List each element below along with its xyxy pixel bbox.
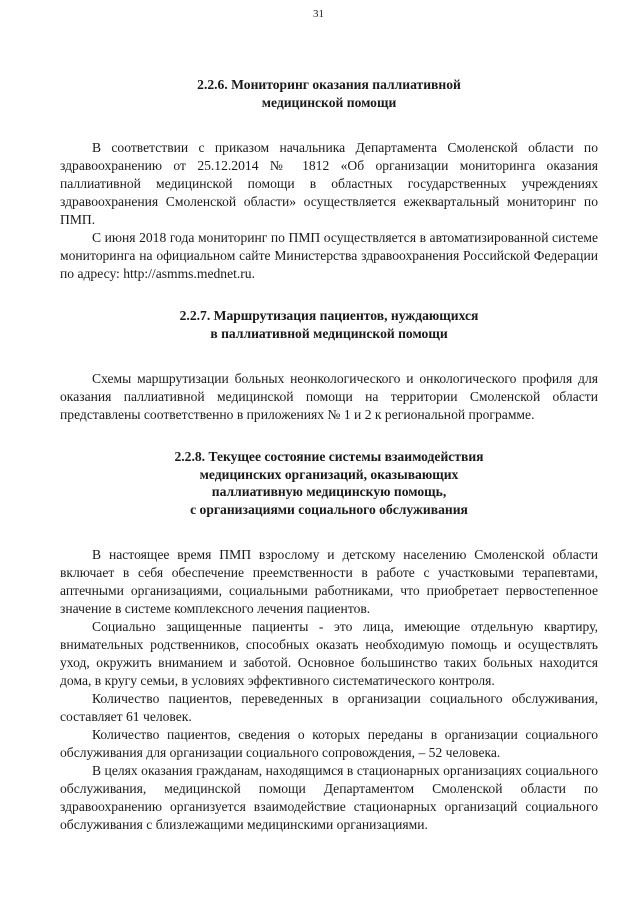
paragraph: Количество пациентов, сведения о которых переданы в организации социального обслуживания для организации социального сопровождения, – 52 человека. (60, 727, 598, 760)
paragraph: Схемы маршрутизации больных неонкологического и онкологического профиля для оказания паллиативной медицинской помощи на территории Смоленской области представлены соответственно в приложениях № 1 и 2 к региональной программе. (60, 371, 598, 422)
heading-line: 2.2.8. Текущее состояние системы взаимодействия (174, 449, 484, 464)
document-body (60, 76, 598, 834)
section-heading-2-2-7 (60, 307, 598, 342)
paragraph: В настоящее время ПМП взрослому и детскому населению Смоленской области включает в себя обеспечение преемственности в работе с участковыми терапевтами, аптечными организациями, социальными работниками, что приобретает первостепенное значение в системе комплексного лечения пациентов. (60, 547, 598, 616)
paragraph: В соответствии с приказом начальника Департамента Смоленской области по здравоохранению от 25.12.2014 № 1812 «Об организации мониторинга оказания паллиативной медицинской помощи в областных государственных учреждениях здравоохранения Смоленской области» осуществляется ежеквартальный мониторинг по ПМП. (60, 140, 598, 227)
heading-line: 2.2.6. Мониторинг оказания паллиативной (197, 77, 461, 92)
paragraph: Социально защищенные пациенты - это лица, имеющие отдельную квартиру, внимательных родственников, способных оказать необходимую помощь и осуществлять уход, окружить вниманием и заботой. Основное большинство таких больных находится дома, в кругу семьи, в условиях эффективного систематического контроля. (60, 619, 598, 688)
page-number: 31 (313, 8, 324, 20)
heading-line: 2.2.7. Маршрутизация пациентов, нуждающихся (179, 308, 479, 323)
paragraph: С июня 2018 года мониторинг по ПМП осуществляется в автоматизированной системе мониторинга на официальном сайте Министерства здравоохранения Российской Федерации по адресу: http://asmms.mednet.ru. (60, 230, 598, 281)
heading-line: медицинской помощи (261, 94, 397, 110)
paragraph: Количество пациентов, переведенных в организации социального обслуживания, составляет 61 человек. (60, 691, 598, 724)
paragraph: В целях оказания гражданам, находящимся в стационарных организациях социального обслуживания, медицинской помощи Департаментом Смоленской области по здравоохранению организуется взаимодействие стационарных организаций социального обслуживания с близлежащими медицинскими организациями. (60, 763, 598, 832)
section-heading-2-2-6 (60, 76, 598, 111)
heading-line: в паллиативной медицинской помощи (210, 325, 448, 341)
section-heading-2-2-8 (60, 448, 598, 518)
heading-line: паллиативную медицинскую помощь, (211, 484, 447, 499)
heading-line: медицинских организаций, оказывающих (199, 466, 459, 482)
heading-line: с организациями социального обслуживания (190, 501, 468, 517)
